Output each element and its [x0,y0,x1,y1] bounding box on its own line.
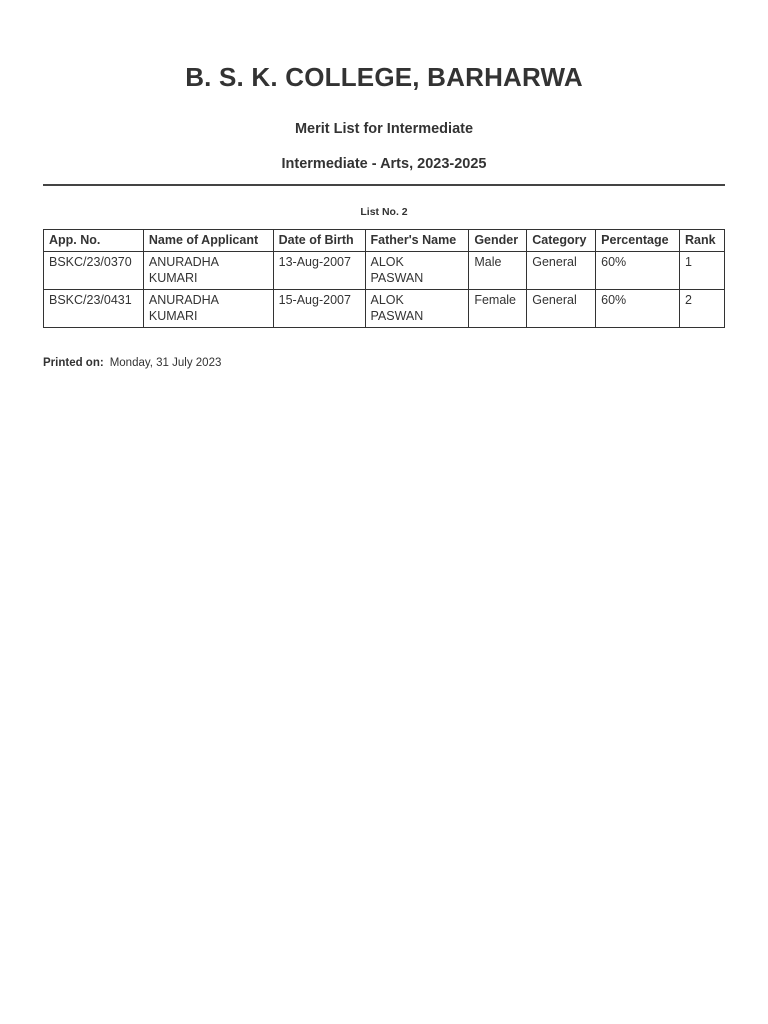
merit-list-table [43,229,725,328]
cell-father-line1: ALOK [370,255,404,269]
cell-percentage: 60% [596,290,680,328]
column-header-percentage: Percentage [596,230,680,252]
table-row [44,252,725,290]
cell-app-no: BSKC/23/0431 [44,290,144,328]
table-header-row [44,230,725,252]
cell-percentage: 60% [596,252,680,290]
cell-name-line1: ANURADHA [148,293,220,307]
cell-category: General [527,290,596,328]
cell-gender: Male [469,252,527,290]
cell-rank: 1 [680,252,725,290]
cell-name-line2: KUMARI [148,271,198,285]
column-header-rank: Rank [680,230,725,252]
cell-dob: 15-Aug-2007 [273,290,365,328]
cell-father-name [365,290,469,328]
column-header-dob: Date of Birth [273,230,365,252]
college-title: B. S. K. COLLEGE, BARHARWA [185,62,583,92]
printed-on-date: Monday, 31 July 2023 [109,357,222,369]
cell-father-line1: ALOK [370,293,404,307]
header-divider [43,184,725,186]
column-header-category: Category [527,230,596,252]
cell-dob: 13-Aug-2007 [273,252,365,290]
column-header-gender: Gender [469,230,527,252]
course-title: Intermediate - Arts, 2023-2025 [281,156,487,172]
merit-list-subtitle: Merit List for Intermediate [294,121,474,137]
column-header-name: Name of Applicant [143,230,273,252]
cell-father-name [365,252,469,290]
list-number: List No. 2 [360,206,408,218]
cell-category: General [527,252,596,290]
cell-name-line1: ANURADHA [148,255,220,269]
cell-app-no: BSKC/23/0370 [44,252,144,290]
printed-on-label: Printed on: [43,357,104,369]
printed-on [43,357,221,369]
table-row [44,290,725,328]
cell-father-line2: PASWAN [370,309,424,323]
cell-name-line2: KUMARI [148,309,198,323]
cell-rank: 2 [680,290,725,328]
cell-gender: Female [469,290,527,328]
cell-name [143,290,273,328]
column-header-app-no: App. No. [44,230,144,252]
cell-father-line2: PASWAN [370,271,424,285]
cell-name [143,252,273,290]
column-header-father-name: Father's Name [365,230,469,252]
